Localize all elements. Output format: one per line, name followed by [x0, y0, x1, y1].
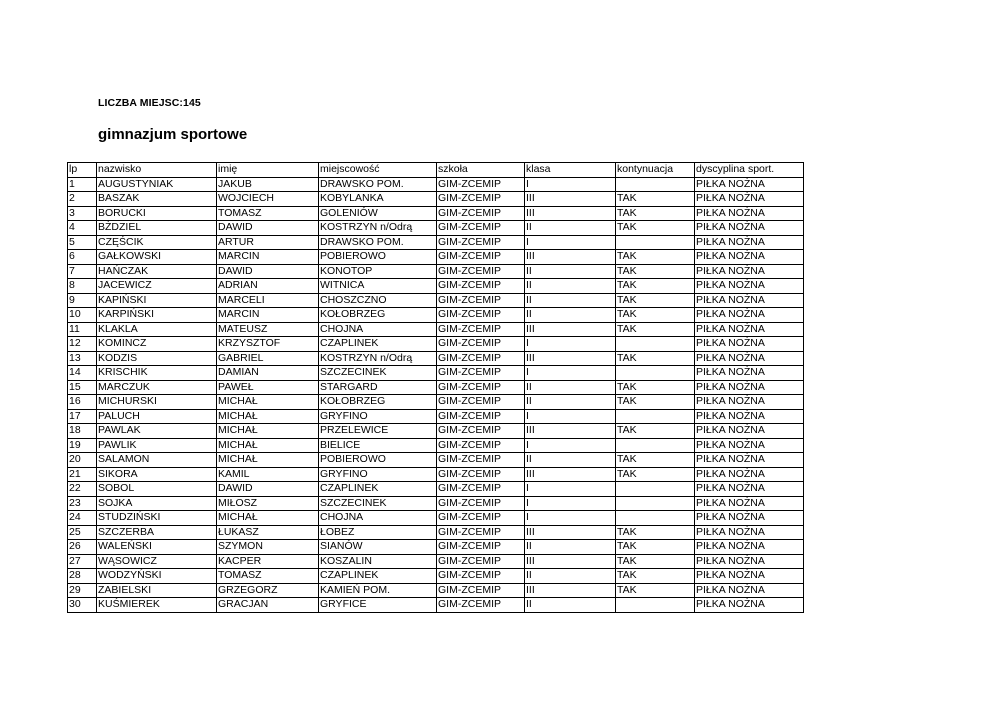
table-header-row	[68, 163, 804, 178]
continuation-cell: TAK	[616, 221, 695, 236]
lp-cell: 15	[68, 380, 97, 395]
first-name-cell: MICHAŁ	[217, 409, 319, 424]
table-row	[68, 598, 804, 613]
class-cell: II	[525, 279, 616, 294]
continuation-cell: TAK	[616, 322, 695, 337]
lp-cell: 4	[68, 221, 97, 236]
class-cell: I	[525, 482, 616, 497]
continuation-cell	[616, 409, 695, 424]
town-cell: WITNICA	[319, 279, 437, 294]
discipline-cell: PIŁKA NOŻNA	[695, 235, 804, 250]
school-cell: GIM-ZCEMIP	[437, 279, 525, 294]
table-row	[68, 279, 804, 294]
discipline-cell: PIŁKA NOŻNA	[695, 192, 804, 207]
continuation-cell: TAK	[616, 206, 695, 221]
discipline-cell: PIŁKA NOŻNA	[695, 525, 804, 540]
town-cell: KOŁOBRZEG	[319, 395, 437, 410]
continuation-cell	[616, 598, 695, 613]
school-cell: GIM-ZCEMIP	[437, 351, 525, 366]
table-row	[68, 192, 804, 207]
lp-cell: 26	[68, 540, 97, 555]
class-cell: II	[525, 540, 616, 555]
town-cell: KAMIEŃ POM.	[319, 583, 437, 598]
continuation-cell	[616, 482, 695, 497]
continuation-cell	[616, 177, 695, 192]
lp-cell: 6	[68, 250, 97, 265]
school-cell: GIM-ZCEMIP	[437, 496, 525, 511]
town-cell: STARGARD	[319, 380, 437, 395]
school-cell: GIM-ZCEMIP	[437, 424, 525, 439]
surname-cell: GAŁKOWSKI	[97, 250, 217, 265]
first-name-cell: MARCIN	[217, 250, 319, 265]
table-row	[68, 540, 804, 555]
continuation-cell	[616, 496, 695, 511]
discipline-cell: PIŁKA NOŻNA	[695, 366, 804, 381]
column-header-continuation: kontynuacja	[616, 163, 695, 178]
first-name-cell: TOMASZ	[217, 206, 319, 221]
school-cell: GIM-ZCEMIP	[437, 583, 525, 598]
discipline-cell: PIŁKA NOŻNA	[695, 351, 804, 366]
town-cell: SZCZECINEK	[319, 496, 437, 511]
discipline-cell: PIŁKA NOŻNA	[695, 511, 804, 526]
lp-cell: 29	[68, 583, 97, 598]
lp-cell: 2	[68, 192, 97, 207]
table-row	[68, 525, 804, 540]
table-row	[68, 496, 804, 511]
discipline-cell: PIŁKA NOŻNA	[695, 453, 804, 468]
continuation-cell: TAK	[616, 569, 695, 584]
table-row	[68, 264, 804, 279]
continuation-cell: TAK	[616, 192, 695, 207]
surname-cell: PAWLAK	[97, 424, 217, 439]
continuation-cell	[616, 366, 695, 381]
surname-cell: KOMINCZ	[97, 337, 217, 352]
section-title: gimnazjum sportowe	[98, 126, 248, 143]
continuation-cell: TAK	[616, 424, 695, 439]
column-header-first-name: imię	[217, 163, 319, 178]
surname-cell: MICHURSKI	[97, 395, 217, 410]
places-count-label: LICZBA MIEJSC:145	[98, 97, 201, 109]
school-cell: GIM-ZCEMIP	[437, 250, 525, 265]
table-row	[68, 511, 804, 526]
lp-cell: 25	[68, 525, 97, 540]
town-cell: POBIEROWO	[319, 250, 437, 265]
surname-cell: SALAMON	[97, 453, 217, 468]
table-row	[68, 554, 804, 569]
surname-cell: SOBOL	[97, 482, 217, 497]
lp-cell: 3	[68, 206, 97, 221]
town-cell: CHOJNA	[319, 322, 437, 337]
first-name-cell: DAWID	[217, 264, 319, 279]
surname-cell: WĄSOWICZ	[97, 554, 217, 569]
continuation-cell	[616, 235, 695, 250]
school-cell: GIM-ZCEMIP	[437, 438, 525, 453]
lp-cell: 20	[68, 453, 97, 468]
table-row	[68, 250, 804, 265]
school-cell: GIM-ZCEMIP	[437, 395, 525, 410]
discipline-cell: PIŁKA NOŻNA	[695, 424, 804, 439]
lp-cell: 9	[68, 293, 97, 308]
town-cell: CHOSZCZNO	[319, 293, 437, 308]
lp-cell: 27	[68, 554, 97, 569]
town-cell: POBIEROWO	[319, 453, 437, 468]
first-name-cell: KRZYSZTOF	[217, 337, 319, 352]
surname-cell: JACEWICZ	[97, 279, 217, 294]
surname-cell: SOJKA	[97, 496, 217, 511]
lp-cell: 11	[68, 322, 97, 337]
first-name-cell: GRACJAN	[217, 598, 319, 613]
continuation-cell: TAK	[616, 453, 695, 468]
first-name-cell: ADRIAN	[217, 279, 319, 294]
school-cell: GIM-ZCEMIP	[437, 264, 525, 279]
continuation-cell	[616, 438, 695, 453]
surname-cell: PAWLIK	[97, 438, 217, 453]
first-name-cell: JAKUB	[217, 177, 319, 192]
class-cell: I	[525, 496, 616, 511]
table-row	[68, 409, 804, 424]
lp-cell: 1	[68, 177, 97, 192]
class-cell: III	[525, 525, 616, 540]
continuation-cell: TAK	[616, 264, 695, 279]
surname-cell: KARPIŃSKI	[97, 308, 217, 323]
school-cell: GIM-ZCEMIP	[437, 380, 525, 395]
school-cell: GIM-ZCEMIP	[437, 482, 525, 497]
lp-cell: 10	[68, 308, 97, 323]
first-name-cell: MICHAŁ	[217, 453, 319, 468]
school-cell: GIM-ZCEMIP	[437, 511, 525, 526]
surname-cell: STUDZIŃSKI	[97, 511, 217, 526]
discipline-cell: PIŁKA NOŻNA	[695, 482, 804, 497]
column-header-class: klasa	[525, 163, 616, 178]
class-cell: III	[525, 467, 616, 482]
school-cell: GIM-ZCEMIP	[437, 322, 525, 337]
table-row	[68, 337, 804, 352]
class-cell: I	[525, 337, 616, 352]
class-cell: I	[525, 438, 616, 453]
continuation-cell: TAK	[616, 293, 695, 308]
continuation-cell: TAK	[616, 554, 695, 569]
lp-cell: 18	[68, 424, 97, 439]
school-cell: GIM-ZCEMIP	[437, 453, 525, 468]
lp-cell: 19	[68, 438, 97, 453]
class-cell: II	[525, 221, 616, 236]
first-name-cell: DAWID	[217, 482, 319, 497]
school-cell: GIM-ZCEMIP	[437, 206, 525, 221]
first-name-cell: DAWID	[217, 221, 319, 236]
surname-cell: KUŚMIEREK	[97, 598, 217, 613]
town-cell: KOSTRZYN n/Odrą	[319, 221, 437, 236]
town-cell: CZAPLINEK	[319, 569, 437, 584]
lp-cell: 12	[68, 337, 97, 352]
school-cell: GIM-ZCEMIP	[437, 337, 525, 352]
school-cell: GIM-ZCEMIP	[437, 467, 525, 482]
school-cell: GIM-ZCEMIP	[437, 192, 525, 207]
town-cell: KOSTRZYN n/Odrą	[319, 351, 437, 366]
surname-cell: CZĘŚCIK	[97, 235, 217, 250]
school-cell: GIM-ZCEMIP	[437, 221, 525, 236]
roster-table	[67, 162, 804, 613]
school-cell: GIM-ZCEMIP	[437, 235, 525, 250]
school-cell: GIM-ZCEMIP	[437, 409, 525, 424]
town-cell: KOSZALIN	[319, 554, 437, 569]
lp-cell: 8	[68, 279, 97, 294]
table-row	[68, 395, 804, 410]
first-name-cell: TOMASZ	[217, 569, 319, 584]
discipline-cell: PIŁKA NOŻNA	[695, 569, 804, 584]
class-cell: III	[525, 206, 616, 221]
table-row	[68, 380, 804, 395]
school-cell: GIM-ZCEMIP	[437, 598, 525, 613]
first-name-cell: PAWEŁ	[217, 380, 319, 395]
surname-cell: BASZAK	[97, 192, 217, 207]
discipline-cell: PIŁKA NOŻNA	[695, 308, 804, 323]
table-row	[68, 453, 804, 468]
surname-cell: KRISCHIK	[97, 366, 217, 381]
class-cell: III	[525, 554, 616, 569]
continuation-cell	[616, 511, 695, 526]
first-name-cell: MICHAŁ	[217, 395, 319, 410]
discipline-cell: PIŁKA NOŻNA	[695, 206, 804, 221]
class-cell: I	[525, 511, 616, 526]
first-name-cell: KACPER	[217, 554, 319, 569]
town-cell: SIANÓW	[319, 540, 437, 555]
continuation-cell	[616, 337, 695, 352]
first-name-cell: GABRIEL	[217, 351, 319, 366]
continuation-cell: TAK	[616, 540, 695, 555]
school-cell: GIM-ZCEMIP	[437, 366, 525, 381]
continuation-cell: TAK	[616, 308, 695, 323]
town-cell: GRYFINO	[319, 467, 437, 482]
class-cell: III	[525, 424, 616, 439]
school-cell: GIM-ZCEMIP	[437, 569, 525, 584]
school-cell: GIM-ZCEMIP	[437, 308, 525, 323]
class-cell: I	[525, 366, 616, 381]
town-cell: KOŁOBRZEG	[319, 308, 437, 323]
surname-cell: WODZYŃSKI	[97, 569, 217, 584]
class-cell: III	[525, 250, 616, 265]
town-cell: GRYFINO	[319, 409, 437, 424]
continuation-cell: TAK	[616, 351, 695, 366]
school-cell: GIM-ZCEMIP	[437, 525, 525, 540]
discipline-cell: PIŁKA NOŻNA	[695, 279, 804, 294]
town-cell: ŁOBEZ	[319, 525, 437, 540]
town-cell: KOBYLANKA	[319, 192, 437, 207]
first-name-cell: MICHAŁ	[217, 511, 319, 526]
lp-cell: 17	[68, 409, 97, 424]
lp-cell: 14	[68, 366, 97, 381]
surname-cell: ZABIELSKI	[97, 583, 217, 598]
table-row	[68, 583, 804, 598]
first-name-cell: MIŁOSZ	[217, 496, 319, 511]
table-row	[68, 467, 804, 482]
discipline-cell: PIŁKA NOŻNA	[695, 583, 804, 598]
class-cell: III	[525, 583, 616, 598]
discipline-cell: PIŁKA NOŻNA	[695, 467, 804, 482]
class-cell: I	[525, 235, 616, 250]
town-cell: GRYFICE	[319, 598, 437, 613]
discipline-cell: PIŁKA NOŻNA	[695, 395, 804, 410]
town-cell: SZCZECINEK	[319, 366, 437, 381]
class-cell: II	[525, 569, 616, 584]
class-cell: II	[525, 308, 616, 323]
lp-cell: 5	[68, 235, 97, 250]
discipline-cell: PIŁKA NOŻNA	[695, 598, 804, 613]
table-row	[68, 569, 804, 584]
discipline-cell: PIŁKA NOŻNA	[695, 554, 804, 569]
first-name-cell: MARCELI	[217, 293, 319, 308]
continuation-cell: TAK	[616, 467, 695, 482]
class-cell: II	[525, 395, 616, 410]
discipline-cell: PIŁKA NOŻNA	[695, 177, 804, 192]
continuation-cell: TAK	[616, 525, 695, 540]
surname-cell: SIKORA	[97, 467, 217, 482]
class-cell: II	[525, 453, 616, 468]
discipline-cell: PIŁKA NOŻNA	[695, 438, 804, 453]
continuation-cell: TAK	[616, 279, 695, 294]
school-cell: GIM-ZCEMIP	[437, 293, 525, 308]
town-cell: DRAWSKO POM.	[319, 235, 437, 250]
table-row	[68, 235, 804, 250]
first-name-cell: ŁUKASZ	[217, 525, 319, 540]
surname-cell: BORUCKI	[97, 206, 217, 221]
surname-cell: MARCZUK	[97, 380, 217, 395]
lp-cell: 13	[68, 351, 97, 366]
column-header-discipline: dyscyplina sport.	[695, 163, 804, 178]
surname-cell: PALUCH	[97, 409, 217, 424]
first-name-cell: MICHAŁ	[217, 424, 319, 439]
table-row	[68, 482, 804, 497]
class-cell: II	[525, 598, 616, 613]
class-cell: II	[525, 293, 616, 308]
town-cell: BIELICE	[319, 438, 437, 453]
table-row	[68, 351, 804, 366]
lp-cell: 22	[68, 482, 97, 497]
surname-cell: KODZIS	[97, 351, 217, 366]
surname-cell: BŻDZIEL	[97, 221, 217, 236]
class-cell: III	[525, 351, 616, 366]
class-cell: I	[525, 409, 616, 424]
school-cell: GIM-ZCEMIP	[437, 540, 525, 555]
town-cell: KONOTOP	[319, 264, 437, 279]
first-name-cell: ARTUR	[217, 235, 319, 250]
class-cell: III	[525, 322, 616, 337]
surname-cell: HAŃCZAK	[97, 264, 217, 279]
lp-cell: 30	[68, 598, 97, 613]
discipline-cell: PIŁKA NOŻNA	[695, 322, 804, 337]
first-name-cell: MATEUSZ	[217, 322, 319, 337]
first-name-cell: WOJCIECH	[217, 192, 319, 207]
surname-cell: WALEŃSKI	[97, 540, 217, 555]
discipline-cell: PIŁKA NOŻNA	[695, 540, 804, 555]
column-header-school: szkoła	[437, 163, 525, 178]
table-row	[68, 438, 804, 453]
table-row	[68, 221, 804, 236]
lp-cell: 23	[68, 496, 97, 511]
lp-cell: 16	[68, 395, 97, 410]
table-row	[68, 366, 804, 381]
table-row	[68, 424, 804, 439]
first-name-cell: SZYMON	[217, 540, 319, 555]
town-cell: CZAPLINEK	[319, 482, 437, 497]
lp-cell: 7	[68, 264, 97, 279]
discipline-cell: PIŁKA NOŻNA	[695, 293, 804, 308]
column-header-town: miejscowość	[319, 163, 437, 178]
continuation-cell: TAK	[616, 380, 695, 395]
discipline-cell: PIŁKA NOŻNA	[695, 409, 804, 424]
school-cell: GIM-ZCEMIP	[437, 554, 525, 569]
first-name-cell: MICHAŁ	[217, 438, 319, 453]
town-cell: PRZELEWICE	[319, 424, 437, 439]
column-header-surname: nazwisko	[97, 163, 217, 178]
class-cell: II	[525, 380, 616, 395]
surname-cell: SZCZERBA	[97, 525, 217, 540]
continuation-cell: TAK	[616, 583, 695, 598]
discipline-cell: PIŁKA NOŻNA	[695, 221, 804, 236]
class-cell: III	[525, 192, 616, 207]
school-cell: GIM-ZCEMIP	[437, 177, 525, 192]
surname-cell: KAPIŃSKI	[97, 293, 217, 308]
first-name-cell: KAMIL	[217, 467, 319, 482]
roster-body	[68, 177, 804, 612]
discipline-cell: PIŁKA NOŻNA	[695, 264, 804, 279]
first-name-cell: DAMIAN	[217, 366, 319, 381]
table-row	[68, 293, 804, 308]
town-cell: DRAWSKO POM.	[319, 177, 437, 192]
first-name-cell: MARCIN	[217, 308, 319, 323]
class-cell: II	[525, 264, 616, 279]
town-cell: GOLENIÓW	[319, 206, 437, 221]
continuation-cell: TAK	[616, 395, 695, 410]
town-cell: CZAPLINEK	[319, 337, 437, 352]
class-cell: I	[525, 177, 616, 192]
table-row	[68, 308, 804, 323]
column-header-lp: lp	[68, 163, 97, 178]
lp-cell: 24	[68, 511, 97, 526]
table-row	[68, 206, 804, 221]
discipline-cell: PIŁKA NOŻNA	[695, 250, 804, 265]
town-cell: CHOJNA	[319, 511, 437, 526]
surname-cell: KLAKLA	[97, 322, 217, 337]
discipline-cell: PIŁKA NOŻNA	[695, 380, 804, 395]
discipline-cell: PIŁKA NOŻNA	[695, 496, 804, 511]
continuation-cell: TAK	[616, 250, 695, 265]
discipline-cell: PIŁKA NOŻNA	[695, 337, 804, 352]
table-row	[68, 177, 804, 192]
table-row	[68, 322, 804, 337]
surname-cell: AUGUSTYNIAK	[97, 177, 217, 192]
lp-cell: 28	[68, 569, 97, 584]
lp-cell: 21	[68, 467, 97, 482]
first-name-cell: GRZEGORZ	[217, 583, 319, 598]
